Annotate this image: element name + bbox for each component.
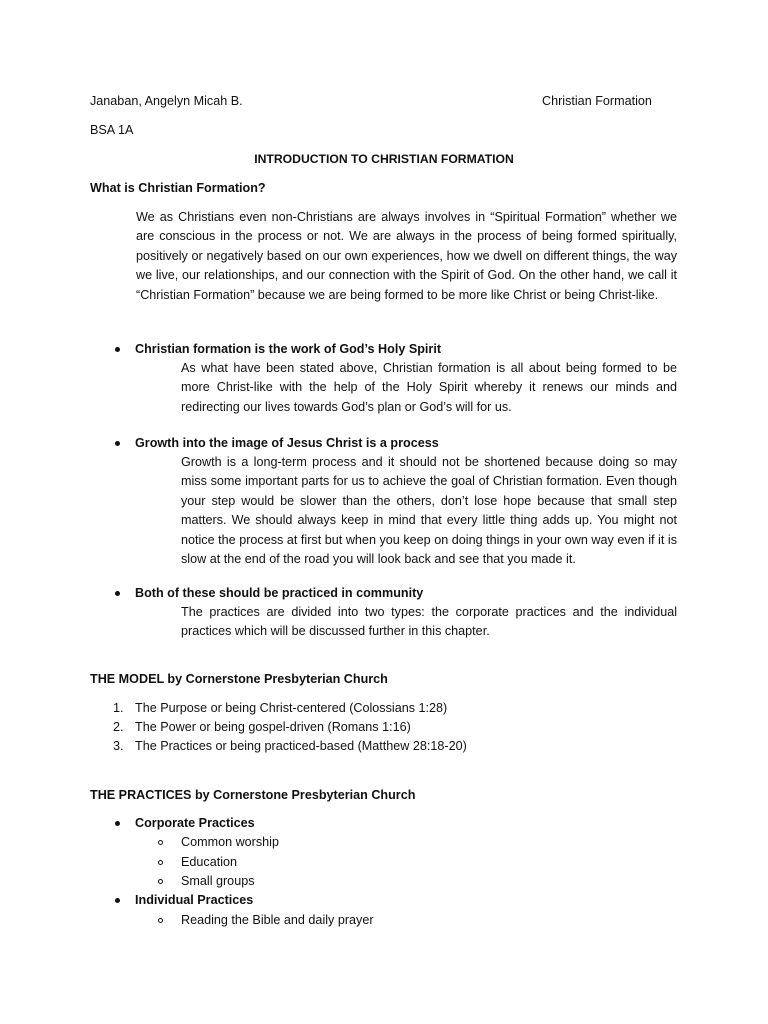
list-number: 3. (113, 739, 124, 753)
practice-item: Small groups (181, 874, 255, 888)
bullet-icon (115, 898, 120, 903)
point-body: As what have been stated above, Christian formation is all about being formed to be more Christ-like with the help of the Holy Spirit whereby it renews our minds and redirecting our lives towards God’s plan or God’s will for us. (181, 361, 677, 414)
question-heading: What is Christian Formation? (90, 181, 266, 195)
point-body: The practices are divided into two types: the corporate practices and the individual practices which will be discussed further in this chapter. (181, 605, 677, 639)
sub-bullet-icon (158, 879, 163, 884)
bullet-icon (115, 821, 120, 826)
practice-item: Common worship (181, 835, 279, 849)
subject-name: Christian Formation (542, 94, 652, 108)
sub-bullet-icon (158, 840, 163, 845)
list-item: The Practices or being practiced-based (Matthew 28:18-20) (135, 739, 467, 753)
practice-item: Education (181, 855, 238, 869)
point-heading: Growth into the image of Jesus Christ is a process (135, 436, 439, 450)
sub-bullet-icon (158, 918, 163, 923)
point-body: Growth is a long-term process and it should not be shortened because doing so may miss some important parts for us to achieve the goal of Christian formation. Even though your step would be slower than the others, don’t lose hope because that small step matters. We should always keep in mind that every little thing adds up. You might not notice the process at first but when you keep on doing things in your own way even if it is slow at the end of the road you will look back and see that you made it. (181, 455, 677, 567)
bullet-icon (115, 347, 120, 352)
point-heading: Both of these should be practiced in community (135, 586, 424, 600)
list-item: The Power or being gospel-driven (Romans 1:16) (135, 720, 411, 734)
model-heading: THE MODEL by Cornerstone Presbyterian Church (90, 672, 388, 686)
sub-bullet-icon (158, 860, 163, 865)
point-heading: Christian formation is the work of God’s Holy Spirit (135, 342, 442, 356)
list-number: 2. (113, 720, 124, 734)
list-item: The Purpose or being Christ-centered (Colossians 1:28) (135, 701, 448, 715)
bullet-icon (115, 591, 120, 596)
document-title: INTRODUCTION TO CHRISTIAN FORMATION (254, 152, 514, 166)
practice-group-label: Individual Practices (135, 893, 254, 907)
list-number: 1. (113, 701, 124, 715)
intro-paragraph: We as Christians even non-Christians are always involves in “Spiritual Formation” whether we are conscious in the process or not. We are always in the process of being formed spiritually, positively or negatively based on our own experiences, how we dwell on different things, the way we live, our relationships, and our connection with the Spirit of God. On the other hand, we call it “Christian Formation” because we are being formed to be more like Christ or being Christ-like. (136, 210, 677, 302)
practices-heading: THE PRACTICES by Cornerstone Presbyterian Church (90, 788, 416, 802)
practice-item: Reading the Bible and daily prayer (181, 913, 374, 927)
bullet-icon (115, 441, 120, 446)
section-label: BSA 1A (90, 123, 134, 137)
author-name: Janaban, Angelyn Micah B. (90, 94, 243, 108)
practice-group-label: Corporate Practices (135, 816, 255, 830)
